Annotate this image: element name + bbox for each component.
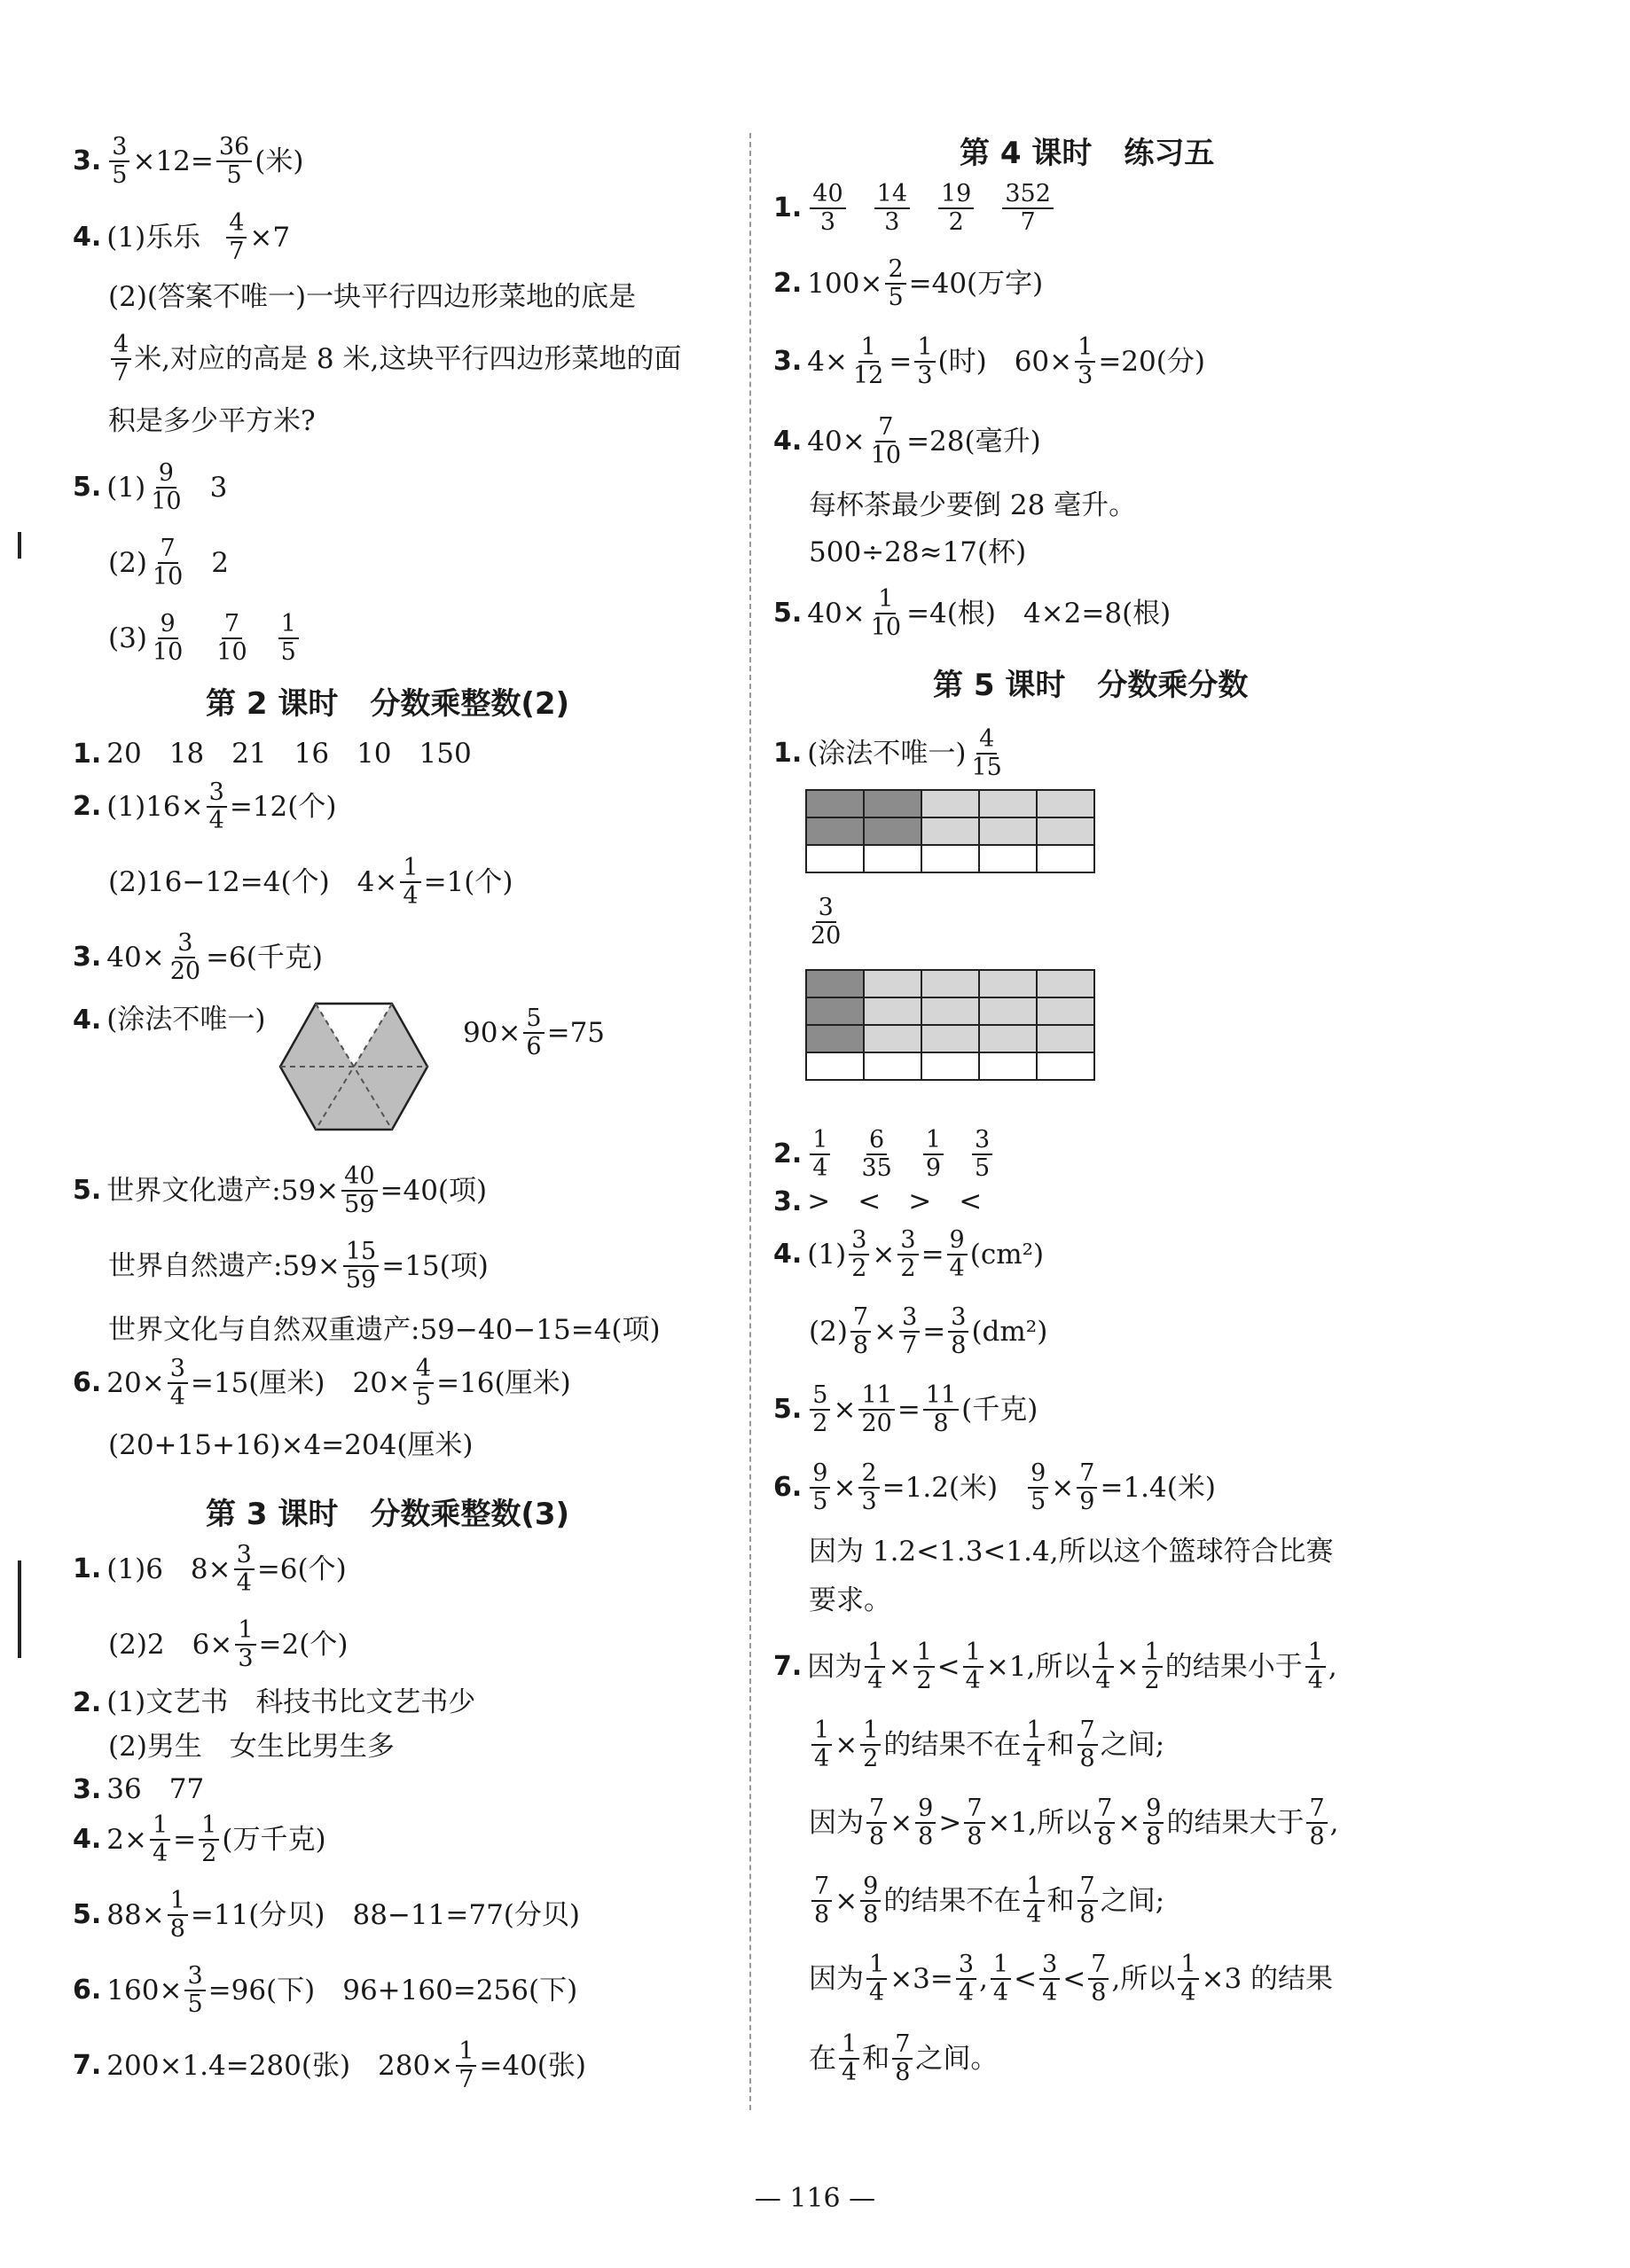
text: 40× — [106, 941, 165, 974]
fraction: $\frac{1}{2}$ — [1142, 1640, 1163, 1694]
text: =1(个) — [423, 865, 513, 898]
text: =96(下) 96+160=256(下) — [208, 1974, 578, 2006]
fraction: $\frac{19}{2}$ — [938, 182, 974, 236]
text: =40(张) — [479, 2049, 586, 2082]
answer-line — [73, 1813, 326, 1867]
text: 36 77 — [106, 1773, 205, 1805]
text: < — [936, 1650, 960, 1683]
answer-line — [73, 2039, 586, 2093]
fraction: $\frac{9}{10}$ — [152, 610, 184, 667]
fraction: $\frac{7}{8}$ — [1306, 1796, 1327, 1850]
item-number: 5. — [773, 598, 803, 630]
answer-line: 每杯茶最少要倒 28 毫升。 — [809, 489, 1137, 521]
item-number: 2. — [73, 791, 102, 823]
text: 因为 — [809, 1806, 864, 1839]
answer-line — [73, 740, 472, 768]
fraction: $\frac{11}{8}$ — [923, 1383, 959, 1437]
fraction: $\frac{5}{2}$ — [810, 1383, 830, 1437]
text: (1)6 8× — [106, 1552, 231, 1585]
item-number: 3. — [773, 1185, 803, 1217]
text: 世界文化遗产:59× — [106, 1174, 340, 1207]
answer-line — [809, 1952, 1333, 2006]
shaded-grid-4-15 — [805, 789, 1095, 873]
item-number: 1. — [773, 738, 803, 770]
text: =12(个) — [229, 790, 337, 823]
text: (2)16−12=4(个) 4× — [108, 865, 398, 898]
answer-line — [73, 1006, 265, 1034]
fraction: $\frac{1}{4}$ — [1023, 1718, 1044, 1772]
item-number: 5. — [73, 1175, 102, 1207]
answer-line — [73, 461, 227, 515]
fraction: $\frac{1}{4}$ — [1023, 1874, 1044, 1928]
answer-line — [463, 1006, 605, 1060]
fraction: $\frac{7}{8}$ — [1094, 1796, 1115, 1850]
text: (3) — [108, 622, 147, 654]
answer-line — [108, 612, 302, 666]
text: = — [897, 1393, 921, 1426]
item-number: 4. — [773, 1239, 803, 1271]
item-number: 3. — [773, 346, 803, 378]
fraction: $\frac{4}{7}$ — [111, 332, 131, 387]
binding-mark — [18, 1560, 21, 1658]
fraction: $\frac{3}{5}$ — [109, 135, 129, 189]
text: (千克) — [961, 1393, 1038, 1426]
text: > < > < — [807, 1185, 983, 1217]
fraction: $\frac{6}{35}$ — [861, 1126, 892, 1183]
item-number: 1. — [773, 192, 803, 224]
answer-line: 积是多少平方米? — [108, 405, 316, 437]
fraction: $\frac{7}{9}$ — [1077, 1461, 1097, 1515]
text: × — [833, 1471, 857, 1504]
answer-line — [809, 1796, 1339, 1850]
text: × — [833, 1393, 857, 1426]
fraction: $\frac{1}{4}$ — [150, 1813, 170, 1867]
item-number: 1. — [73, 738, 102, 770]
fraction: $\frac{1}{4}$ — [839, 2032, 859, 2086]
fraction: $\frac{1}{4}$ — [400, 856, 420, 910]
section-heading: 第 4 课时 练习五 — [960, 136, 1215, 171]
fraction: $\frac{3}{4}$ — [956, 1952, 976, 2006]
text: × — [835, 1728, 858, 1761]
item-number: 7. — [773, 1651, 803, 1683]
text: 20× — [106, 1366, 165, 1399]
text: 的结果大于 — [1166, 1806, 1305, 1839]
text: 20 18 21 16 10 150 — [106, 738, 472, 770]
fraction: $\frac{11}{20}$ — [858, 1383, 894, 1437]
item-number: 7. — [73, 2050, 102, 2082]
fraction: $\frac{40}{59}$ — [341, 1164, 377, 1218]
answer-line — [773, 182, 1056, 236]
item-number: 2. — [773, 1138, 803, 1170]
text: ,所以 — [1111, 1962, 1176, 1995]
text: × — [1051, 1471, 1075, 1504]
fraction: $\frac{7}{8}$ — [850, 1305, 871, 1359]
answer-line — [773, 1461, 1216, 1515]
text: × — [888, 1650, 912, 1683]
item-number: 6. — [773, 1472, 803, 1504]
fraction: $\frac{7}{10}$ — [152, 535, 184, 591]
text: =11(分贝) 88−11=77(分贝) — [190, 1898, 580, 1931]
text: =15(项) — [381, 1249, 489, 1282]
answer-line — [809, 1718, 1164, 1772]
fraction: $\frac{7}{10}$ — [216, 610, 247, 667]
fraction: $\frac{1}{8}$ — [168, 1889, 188, 1943]
text: 的结果不在 — [883, 1884, 1022, 1917]
text: (2)2 6× — [108, 1628, 233, 1661]
answer-line — [773, 1185, 983, 1217]
column-divider — [749, 133, 751, 2110]
fraction: $\frac{1}{5}$ — [278, 612, 299, 666]
text: ×3 的结果 — [1201, 1962, 1334, 1995]
fraction: $\frac{7}{8}$ — [1088, 1952, 1109, 2006]
text: 的结果小于 — [1164, 1650, 1303, 1683]
answer-line — [73, 780, 336, 834]
section-heading: 第 2 课时 分数乘整数(2) — [206, 686, 570, 722]
text: 之间。 — [915, 2042, 999, 2075]
fraction: $\frac{7}{8}$ — [1078, 1718, 1098, 1772]
fraction: $\frac{3}{4}$ — [234, 1543, 255, 1597]
text: 88× — [106, 1898, 165, 1931]
text: 因为 — [807, 1650, 863, 1683]
fraction: $\frac{7}{8}$ — [964, 1796, 984, 1850]
text: 100× — [807, 267, 883, 300]
fraction: $\frac{1}{4}$ — [991, 1952, 1011, 2006]
answer-line: (2)(答案不唯一)一块平行四边形菜地的底是 — [108, 281, 637, 313]
fraction: $\frac{1}{4}$ — [1305, 1640, 1326, 1694]
text: ×3= — [889, 1962, 953, 1995]
item-number: 3. — [73, 942, 102, 974]
text: =75 — [546, 1016, 606, 1049]
answer-line — [773, 587, 1171, 641]
answer-line — [73, 931, 323, 985]
fraction: $\frac{1}{4}$ — [963, 1640, 983, 1694]
fraction: $\frac{1}{2}$ — [199, 1813, 219, 1867]
text: (2) — [809, 1315, 848, 1348]
text: = — [173, 1823, 197, 1856]
text: < — [1014, 1962, 1038, 1995]
fraction: $\frac{9}{8}$ — [915, 1796, 936, 1850]
text: =40(项) — [380, 1174, 488, 1207]
text: × — [1116, 1650, 1140, 1683]
text: 3 — [209, 471, 228, 504]
text: (1)乐乐 — [106, 221, 201, 254]
hexagon-figure — [278, 1002, 429, 1131]
text: 90× — [463, 1016, 521, 1049]
fraction: $\frac{1}{7}$ — [456, 2039, 476, 2093]
item-number: 3. — [73, 1773, 102, 1805]
text: 因为 — [809, 1962, 864, 1995]
answer-line — [809, 1874, 1164, 1928]
item-number: 6. — [73, 1367, 102, 1399]
text: (2) — [108, 546, 147, 579]
answer-line — [805, 895, 846, 950]
text: (时) 60× — [937, 345, 1073, 378]
text: (1)文艺书 科技书比文艺书少 — [106, 1686, 476, 1718]
text: × — [874, 1315, 897, 1348]
fraction: $\frac{3}{8}$ — [948, 1305, 968, 1359]
text: =20(分) — [1098, 345, 1205, 378]
answer-line — [773, 257, 1043, 311]
text: =15(厘米) 20× — [190, 1366, 411, 1399]
fraction: $\frac{7}{8}$ — [811, 1874, 832, 1928]
section-heading: 第 5 课时 分数乘分数 — [933, 668, 1249, 703]
text: , — [979, 1962, 988, 1995]
text: (米) — [255, 145, 304, 177]
item-number: 4. — [773, 426, 803, 458]
fraction: $\frac{7}{8}$ — [892, 2032, 913, 2086]
text: , — [1328, 1650, 1337, 1683]
answer-line — [809, 1305, 1047, 1359]
item-number: 2. — [773, 268, 803, 300]
text: =1.4(米) — [1100, 1471, 1216, 1504]
fraction: $\frac{4}{5}$ — [413, 1357, 434, 1411]
text: 40× — [807, 425, 866, 458]
answer-line: (2)男生 女生比男生多 — [108, 1731, 395, 1763]
fraction: $\frac{40}{3}$ — [810, 182, 845, 236]
item-number: 5. — [773, 1394, 803, 1426]
answer-line: 500÷28≈17(杯) — [809, 536, 1027, 568]
text: (涂法不唯一) — [106, 1004, 266, 1036]
answer-line: 要求。 — [809, 1584, 891, 1616]
fraction: $\frac{3}{5}$ — [972, 1128, 992, 1182]
fraction: $\frac{1}{4}$ — [1178, 1952, 1198, 2006]
text: 之间; — [1100, 1728, 1165, 1761]
fraction: $\frac{1}{2}$ — [913, 1640, 934, 1694]
text: =16(厘米) — [436, 1366, 571, 1399]
item-number: 4. — [73, 1824, 102, 1856]
text: 在 — [809, 2042, 836, 2075]
text: 世界自然遗产:59× — [108, 1249, 341, 1282]
answer-line — [773, 1228, 1044, 1282]
answer-line — [73, 1357, 571, 1411]
item-number: 2. — [73, 1686, 102, 1718]
text: × — [889, 1806, 913, 1839]
answer-line — [108, 536, 229, 590]
fraction: $\frac{2}{5}$ — [885, 257, 905, 311]
fraction: $\frac{352}{7}$ — [1002, 182, 1054, 236]
answer-line — [773, 415, 1041, 469]
fraction: $\frac{1}{12}$ — [852, 333, 884, 390]
answer-line — [73, 1889, 580, 1943]
text: 200×1.4=280(张) 280× — [106, 2049, 454, 2082]
text: ×1,所以 — [987, 1806, 1093, 1839]
fraction: $\frac{15}{59}$ — [343, 1240, 379, 1294]
answer-line — [809, 2032, 998, 2086]
text: × — [872, 1238, 896, 1271]
fraction: $\frac{1}{4}$ — [866, 1952, 887, 2006]
fraction: $\frac{3}{7}$ — [899, 1305, 920, 1359]
item-number: 5. — [73, 1899, 102, 1931]
text: ×1,所以 — [985, 1650, 1091, 1683]
answer-line: (20+15+16)×4=204(厘米) — [108, 1429, 474, 1461]
fraction: $\frac{3}{4}$ — [1039, 1952, 1060, 2006]
answer-line — [773, 1640, 1337, 1694]
answer-line — [108, 1618, 348, 1672]
text: , — [1329, 1806, 1339, 1839]
fraction: $\frac{3}{20}$ — [169, 929, 201, 986]
text: (1) — [807, 1238, 847, 1271]
answer-line — [73, 1686, 476, 1718]
item-number: 5. — [73, 472, 102, 504]
item-number: 4. — [73, 1004, 102, 1036]
text: =4(根) 4×2=8(根) — [906, 597, 1172, 630]
text: < — [1062, 1962, 1086, 1995]
answer-line — [73, 1773, 205, 1805]
text: 之间; — [1100, 1884, 1165, 1917]
fraction: $\frac{4}{7}$ — [226, 211, 247, 265]
text: × — [1117, 1806, 1141, 1839]
shaded-grid-3-20 — [805, 969, 1095, 1081]
text: (cm²) — [969, 1238, 1045, 1271]
fraction: $\frac{1}{9}$ — [923, 1128, 944, 1182]
fraction: $\frac{3}{2}$ — [849, 1228, 869, 1282]
fraction: $\frac{5}{6}$ — [523, 1006, 544, 1060]
answer-line — [773, 335, 1205, 389]
text: =1.2(米) — [882, 1471, 1026, 1504]
item-number: 6. — [73, 1975, 102, 2006]
item-number: 4. — [73, 222, 102, 254]
text: 和 — [1046, 1884, 1075, 1917]
text: =2(个) — [258, 1628, 349, 1661]
text: (dm²) — [971, 1315, 1048, 1348]
fraction: $\frac{7}{10}$ — [870, 413, 902, 470]
fraction: $\frac{3}{2}$ — [897, 1228, 918, 1282]
text: (涂法不唯一) — [807, 737, 967, 770]
fraction: $\frac{1}{10}$ — [870, 585, 902, 642]
item-number: 1. — [73, 1553, 102, 1585]
page-number: — 116 — — [754, 2183, 876, 2214]
answer-line — [108, 1240, 489, 1294]
fraction: $\frac{3}{5}$ — [184, 1964, 205, 2018]
answer-line — [773, 1383, 1038, 1437]
text: =28(毫升) — [906, 425, 1041, 458]
answer-line: 世界文化与自然双重遗产:59−40−15=4(项) — [108, 1314, 661, 1346]
answer-line — [73, 1964, 577, 2018]
text: 2× — [106, 1823, 147, 1856]
text: 的结果不在 — [883, 1728, 1022, 1761]
text: 和 — [1046, 1728, 1075, 1761]
fraction: $\frac{3}{20}$ — [811, 894, 842, 950]
text: =6(千克) — [206, 941, 323, 974]
item-number: 3. — [73, 145, 102, 177]
text: ×12= — [132, 145, 214, 177]
fraction: $\frac{1}{3}$ — [1075, 335, 1095, 389]
fraction: $\frac{9}{5}$ — [810, 1461, 830, 1515]
text: × — [835, 1884, 858, 1917]
text: 4× — [807, 345, 848, 378]
answer-line — [108, 332, 681, 387]
fraction: $\frac{3}{4}$ — [168, 1357, 188, 1411]
text: ×7 — [249, 221, 291, 254]
answer-line — [108, 856, 513, 910]
fraction: $\frac{14}{3}$ — [874, 182, 910, 236]
fraction: $\frac{36}{5}$ — [216, 135, 252, 189]
text: 40× — [807, 597, 866, 630]
text: 米,对应的高是 8 米,这块平行四边形菜地的面 — [134, 342, 682, 375]
fraction: $\frac{1}{4}$ — [811, 1718, 832, 1772]
answer-line: 因为 1.2<1.3<1.4,所以这个篮球符合比赛 — [809, 1536, 1334, 1568]
answer-line — [773, 1128, 995, 1182]
fraction: $\frac{9}{8}$ — [1143, 1796, 1164, 1850]
answer-line — [73, 135, 303, 189]
fraction: $\frac{1}{2}$ — [860, 1718, 881, 1772]
text: = — [921, 1238, 944, 1271]
text: = — [922, 1315, 946, 1348]
answer-line — [773, 727, 1007, 781]
text: > — [938, 1806, 962, 1839]
text: (1)16× — [106, 790, 204, 823]
fraction: $\frac{9}{8}$ — [860, 1874, 881, 1928]
text: =40(万字) — [908, 267, 1044, 300]
fraction: $\frac{1}{3}$ — [914, 335, 935, 389]
fraction: $\frac{9}{4}$ — [947, 1228, 968, 1282]
text: = — [889, 345, 913, 378]
binding-mark — [18, 532, 21, 559]
section-heading: 第 3 课时 分数乘整数(3) — [206, 1497, 570, 1532]
fraction: $\frac{1}{4}$ — [1093, 1640, 1113, 1694]
fraction: $\frac{3}{4}$ — [207, 780, 227, 834]
answer-line — [73, 211, 290, 265]
fraction: $\frac{9}{10}$ — [151, 459, 182, 516]
text: 2 — [211, 546, 230, 579]
fraction: $\frac{4}{15}$ — [971, 725, 1002, 782]
fraction: $\frac{7}{8}$ — [866, 1796, 887, 1850]
fraction: $\frac{1}{4}$ — [865, 1640, 885, 1694]
fraction: $\frac{7}{8}$ — [1078, 1874, 1098, 1928]
answer-line — [73, 1543, 347, 1597]
text: (1) — [106, 471, 146, 504]
answer-line — [73, 1164, 487, 1218]
text: 和 — [862, 2042, 890, 2075]
fraction: $\frac{9}{5}$ — [1028, 1461, 1048, 1515]
text: (万千克) — [222, 1823, 326, 1856]
fraction: $\frac{2}{3}$ — [858, 1461, 879, 1515]
fraction: $\frac{1}{3}$ — [235, 1618, 255, 1672]
fraction: $\frac{1}{4}$ — [810, 1128, 830, 1182]
text: 160× — [106, 1974, 183, 2006]
text: =6(个) — [256, 1552, 347, 1585]
